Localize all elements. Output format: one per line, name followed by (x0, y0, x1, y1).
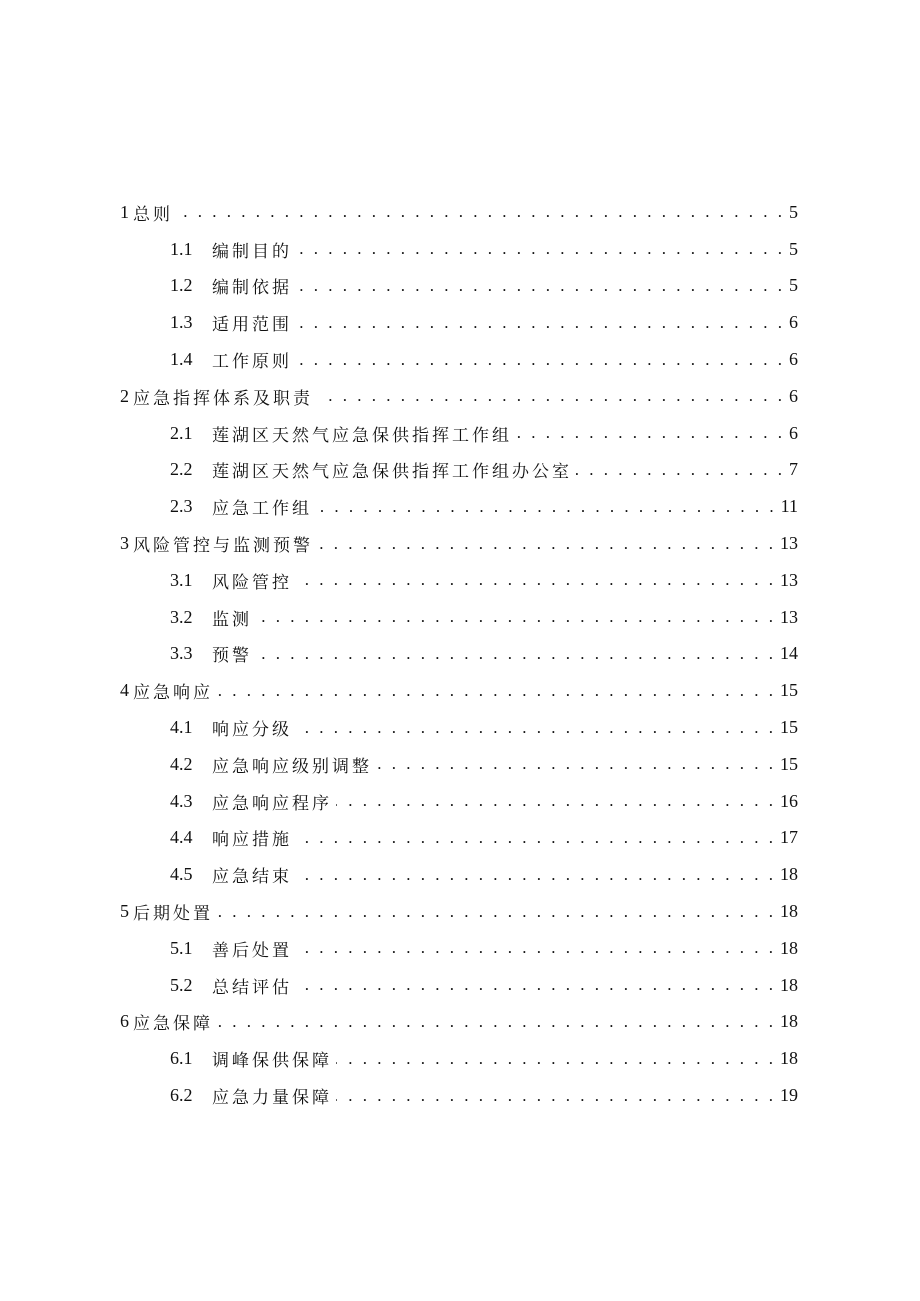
dot-leader (376, 754, 776, 774)
dot-leader (336, 791, 776, 811)
toc-entry[interactable] (120, 562, 798, 599)
dot-leader (317, 386, 785, 406)
toc-entry[interactable] (120, 930, 798, 967)
toc-entry[interactable] (120, 268, 798, 305)
dot-leader (296, 570, 776, 590)
toc-entry-number: 3.2 (170, 606, 193, 627)
toc-entry-title: 莲湖区天然气应急保供指挥工作组办公室 (212, 462, 572, 483)
toc-entry[interactable] (120, 636, 798, 673)
toc-entry[interactable] (120, 1040, 798, 1077)
dot-leader (576, 460, 785, 480)
table-of-contents (120, 194, 798, 1114)
toc-entry-title: 应急响应 (133, 683, 213, 704)
dot-leader (296, 350, 785, 370)
toc-entry[interactable] (120, 1004, 798, 1041)
toc-entry-page: 5 (789, 201, 798, 222)
toc-entry-title: 适用范围 (212, 315, 292, 336)
toc-entry-page: 6 (789, 422, 798, 443)
toc-entry-title: 后期处置 (133, 904, 213, 925)
dot-leader (217, 681, 776, 701)
dot-leader (336, 1086, 776, 1106)
dot-leader (516, 423, 785, 443)
toc-entry-number: 1 (120, 201, 129, 222)
dot-leader (296, 828, 776, 848)
toc-entry-page: 16 (780, 790, 798, 811)
toc-entry[interactable] (120, 452, 798, 489)
toc-entry-page: 11 (780, 496, 798, 517)
toc-entry-title: 调峰保供保障 (212, 1051, 332, 1072)
toc-entry-number: 2.1 (170, 422, 193, 443)
toc-entry-page: 13 (780, 569, 798, 590)
toc-entry-page: 18 (780, 1048, 798, 1069)
dot-leader (336, 1049, 776, 1069)
dot-leader (177, 202, 785, 222)
toc-entry-title: 应急响应级别调整 (212, 756, 372, 777)
toc-entry-page: 5 (789, 275, 798, 296)
toc-entry-number: 5.1 (170, 937, 193, 958)
dot-leader (316, 497, 777, 517)
dot-leader (256, 607, 776, 627)
toc-entry[interactable] (120, 304, 798, 341)
toc-entry-number: 1.4 (170, 349, 193, 370)
toc-entry[interactable] (120, 1077, 798, 1114)
toc-entry-page: 19 (780, 1085, 798, 1106)
toc-entry[interactable] (120, 967, 798, 1004)
toc-entry-title: 应急力量保障 (212, 1088, 332, 1109)
toc-entry[interactable] (120, 341, 798, 378)
toc-entry-title: 风险管控与监测预警 (133, 536, 313, 557)
toc-entry[interactable] (120, 415, 798, 452)
toc-entry-page: 6 (789, 349, 798, 370)
toc-entry[interactable] (120, 709, 798, 746)
dot-leader (296, 239, 785, 259)
dot-leader (296, 975, 776, 995)
toc-entry[interactable] (120, 783, 798, 820)
toc-entry-page: 13 (780, 606, 798, 627)
toc-entry-title: 应急响应程序 (212, 793, 332, 814)
toc-entry-page: 15 (780, 717, 798, 738)
toc-entry-number: 5.2 (170, 974, 193, 995)
toc-entry-title: 应急结束 (212, 867, 292, 888)
toc-entry-number: 3.1 (170, 569, 193, 590)
toc-entry-number: 4 (120, 680, 129, 701)
dot-leader (296, 718, 776, 738)
toc-entry-title: 响应措施 (212, 830, 292, 851)
toc-entry[interactable] (120, 820, 798, 857)
toc-entry-page: 18 (780, 1011, 798, 1032)
dot-leader (296, 865, 776, 885)
dot-leader (296, 313, 785, 333)
toc-entry[interactable] (120, 194, 798, 231)
toc-entry-number: 4.1 (170, 717, 193, 738)
toc-entry-number: 3 (120, 533, 129, 554)
toc-entry-title: 应急保障 (133, 1014, 213, 1035)
toc-entry-page: 6 (789, 312, 798, 333)
toc-entry-page: 18 (780, 974, 798, 995)
toc-entry[interactable] (120, 856, 798, 893)
toc-entry-page: 14 (780, 643, 798, 664)
dot-leader (217, 902, 776, 922)
dot-leader (256, 644, 776, 664)
toc-entry[interactable] (120, 746, 798, 783)
toc-entry[interactable] (120, 231, 798, 268)
dot-leader (217, 1012, 776, 1032)
toc-entry-page: 18 (780, 901, 798, 922)
toc-entry-number: 4.2 (170, 753, 193, 774)
toc-entry-number: 1.1 (170, 238, 193, 259)
toc-entry-title: 莲湖区天然气应急保供指挥工作组 (212, 425, 512, 446)
toc-entry-page: 18 (780, 937, 798, 958)
toc-entry-title: 编制目的 (212, 241, 292, 262)
toc-entry-page: 15 (780, 680, 798, 701)
toc-entry[interactable] (120, 599, 798, 636)
toc-entry-title: 应急工作组 (212, 499, 312, 520)
toc-entry-page: 15 (780, 753, 798, 774)
toc-entry-number: 4.3 (170, 790, 193, 811)
toc-entry-page: 17 (780, 827, 798, 848)
toc-entry-number: 3.3 (170, 643, 193, 664)
toc-entry-number: 1.3 (170, 312, 193, 333)
toc-entry-title: 预警 (212, 646, 252, 667)
toc-entry-number: 6.1 (170, 1048, 193, 1069)
toc-entry[interactable] (120, 893, 798, 930)
toc-entry-title: 响应分级 (212, 720, 292, 741)
toc-entry-title: 监测 (212, 609, 252, 630)
toc-entry-number: 6 (120, 1011, 129, 1032)
toc-entry-page: 13 (780, 533, 798, 554)
toc-entry-title: 总则 (133, 204, 173, 225)
toc-entry-page: 6 (789, 385, 798, 406)
toc-entry-page: 5 (789, 238, 798, 259)
toc-entry[interactable] (120, 378, 798, 415)
toc-entry-number: 4.4 (170, 827, 193, 848)
toc-entry-title: 工作原则 (212, 352, 292, 373)
toc-entry[interactable] (120, 672, 798, 709)
toc-entry-number: 2.3 (170, 496, 193, 517)
toc-entry[interactable] (120, 525, 798, 562)
dot-leader (296, 276, 785, 296)
toc-entry-number: 2 (120, 385, 129, 406)
toc-entry-title: 编制依据 (212, 278, 292, 299)
toc-entry-number: 1.2 (170, 275, 193, 296)
toc-entry-number: 6.2 (170, 1085, 193, 1106)
toc-entry-title: 风险管控 (212, 572, 292, 593)
toc-entry-page: 18 (780, 864, 798, 885)
toc-entry[interactable] (120, 488, 798, 525)
toc-entry-number: 2.2 (170, 459, 193, 480)
toc-entry-title: 善后处置 (212, 940, 292, 961)
dot-leader (296, 938, 776, 958)
toc-entry-page: 7 (789, 459, 798, 480)
toc-entry-title: 总结评估 (212, 977, 292, 998)
toc-entry-title: 应急指挥体系及职责 (133, 388, 313, 409)
toc-entry-number: 4.5 (170, 864, 193, 885)
toc-entry-number: 5 (120, 901, 129, 922)
dot-leader (317, 534, 776, 554)
